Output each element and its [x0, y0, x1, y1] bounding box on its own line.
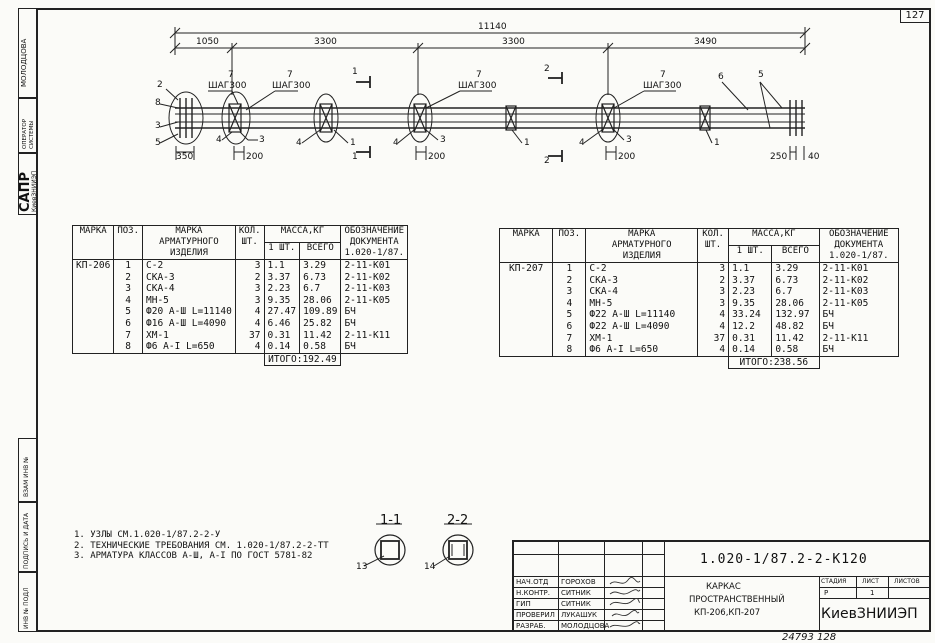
general-notes: [74, 530, 329, 562]
table-cell-odin: 2.23: [732, 286, 755, 298]
role-razrab: РАЗРАБ.: [516, 622, 546, 630]
role-n-kontr: Н.КОНТР.: [516, 589, 550, 597]
table-cell-izd: СКА-4: [146, 283, 175, 295]
table-cell-kol: 3: [719, 297, 726, 309]
table-cell-doc: 2-11-К01: [344, 260, 391, 271]
name-lukashuk: ЛУКАШУК: [561, 611, 598, 619]
th-massa: МАССА,КГ: [729, 229, 819, 246]
cell-marka: КП-206: [73, 260, 114, 354]
table-cell-doc: БЧ: [822, 309, 834, 321]
list-value: 1: [870, 589, 875, 597]
th-marka: МАРКА: [500, 229, 553, 263]
callout-3b: 3: [440, 135, 446, 145]
table-cell-odin: 0.31: [732, 332, 755, 344]
th-kol: КОЛ. ШТ.: [235, 226, 264, 260]
callout-4d: 4: [579, 138, 585, 148]
table-cell-kol: 4: [254, 341, 261, 353]
strip-label-podpis: ПОДПИСЬ И ДАТА: [23, 512, 30, 569]
table-cell-poz: 2: [566, 274, 573, 286]
table-cell-vsego: 6.73: [303, 271, 326, 283]
section-mark-1-top: 1: [352, 67, 358, 77]
table-cell-poz: 7: [125, 329, 132, 341]
table-cell-doc: БЧ: [344, 341, 356, 353]
doc-number: 1.020-1/87.2-2-К120: [700, 552, 868, 567]
table-cell-poz: 3: [566, 286, 573, 298]
section-2-2-label: 2-2: [447, 513, 469, 528]
table-cell-doc: 2-11-К05: [822, 297, 869, 309]
table-cell-odin: 12.2: [732, 320, 755, 332]
table-cell-vsego: 11.42: [303, 329, 332, 341]
table-cell-vsego: 3.29: [303, 260, 326, 271]
table-cell-odin: 1.1: [732, 263, 750, 274]
table-cell-kol: 4: [719, 320, 726, 332]
table-cell-doc: БЧ: [822, 320, 834, 332]
itogo: ИТОГО:192.49: [264, 353, 341, 365]
col-kol: [235, 260, 264, 354]
table-cell-poz: 7: [566, 332, 573, 344]
table-cell-vsego: 3.29: [775, 263, 799, 274]
table-cell-kol: 4: [719, 309, 726, 321]
list-label: ЛИСТ: [862, 578, 879, 585]
table-cell-odin: 33.24: [732, 309, 761, 321]
table-cell-doc: 2-11-К05: [344, 294, 391, 306]
org-name: КиевЗНИИЭП: [821, 606, 918, 622]
strip-block-podpis: [18, 502, 38, 572]
section-1-1-label: 1-1: [380, 513, 402, 528]
table-cell-doc: БЧ: [344, 306, 356, 318]
callout-4c: 4: [393, 138, 399, 148]
col-odin: [729, 263, 772, 357]
table-cell-vsego: 0.58: [303, 341, 326, 353]
spec-table-kp207: [499, 228, 899, 369]
strip-block-podl: [18, 572, 38, 632]
table-cell-izd: СКА-3: [146, 271, 175, 283]
callout-7b: 7: [287, 70, 293, 80]
th-kol: КОЛ. ШТ.: [697, 229, 728, 263]
th-odin: 1 ШТ.: [264, 243, 300, 260]
th-marka-izd: МАРКА АРМАТУРНОГО ИЗДЕЛИЯ: [143, 226, 236, 260]
th-odin: 1 ШТ.: [729, 246, 772, 263]
signatures: [606, 576, 642, 632]
table-cell-odin: 0.31: [267, 329, 291, 341]
col-doc: [819, 263, 898, 357]
step-label-1: ШАГ300: [208, 81, 247, 91]
dim-seg-1: 1050: [196, 37, 219, 47]
table-cell-kol: 3: [719, 263, 726, 274]
table-cell-izd: С-2: [146, 260, 164, 271]
table-cell-kol: 4: [254, 317, 261, 329]
table-cell-izd: С-2: [589, 263, 607, 274]
col-doc: [341, 260, 408, 354]
title-line-1: КАРКАС: [706, 582, 741, 592]
title-line-2: ПРОСТРАНСТВЕННЫЙ: [689, 595, 785, 605]
table-cell-doc: 2-11-К11: [822, 332, 869, 344]
callout-4b: 4: [296, 138, 302, 148]
table-cell-poz: 5: [566, 309, 573, 321]
sheet-number: 127: [900, 10, 929, 23]
note-3: 3. АРМАТУРА КЛАССОВ А-Ш, А-I ПО ГОСТ 5781-82: [74, 551, 313, 561]
table-cell-odin: 1.1: [267, 260, 285, 271]
table-cell-izd: МН-5: [589, 297, 613, 309]
callout-5b: 5: [758, 70, 764, 80]
table-cell-izd: ХМ-1: [146, 329, 169, 341]
table-cell-vsego: 25.82: [303, 317, 332, 329]
table-cell-vsego: 0.58: [775, 344, 799, 356]
table-cell-izd: ХМ-1: [589, 332, 613, 344]
table-cell-izd: Ф6 А-I L=650: [589, 344, 659, 356]
table-cell-vsego: 6.73: [775, 274, 799, 286]
bottom-dim-200a: 200: [246, 152, 264, 162]
table-cell-kol: 37: [249, 329, 261, 341]
callout-7a: 7: [228, 70, 234, 80]
section-mark-2-bottom: 2: [544, 156, 550, 166]
table-cell-kol: 2: [254, 271, 261, 283]
th-vsego: ВСЕГО: [772, 246, 819, 263]
table-cell-odin: 27.47: [267, 306, 297, 318]
table-cell-poz: 1: [125, 260, 132, 271]
bottom-dim-40: 40: [808, 152, 820, 162]
table-cell-poz: 4: [566, 297, 573, 309]
col-izd: [586, 263, 698, 357]
table-cell-doc: 2-11-К02: [344, 271, 391, 283]
note-2: 2. ТЕХНИЧЕСКИЕ ТРЕБОВАНИЯ СМ. 1.020-1/87.2-2-ТТ: [74, 540, 329, 551]
name-sitnik-1: СИТНИК: [561, 589, 591, 597]
cross-sections: [350, 508, 490, 578]
table-cell-izd: СКА-4: [589, 286, 619, 298]
role-gip: ГИП: [516, 600, 531, 608]
callout-7c: 7: [476, 70, 482, 80]
table-cell-poz: 8: [125, 341, 132, 353]
step-label-3: ШАГ300: [458, 81, 497, 91]
section-ref-14: 14: [424, 562, 436, 572]
table-cell-poz: 2: [125, 271, 132, 283]
col-izd: [143, 260, 236, 354]
table-cell-izd: Ф22 А-Ш L=11140: [589, 309, 676, 321]
th-poz: ПОЗ.: [553, 229, 586, 263]
col-odin: [264, 260, 300, 354]
table-cell-kol: 3: [254, 294, 261, 306]
table-cell-vsego: 28.06: [775, 297, 804, 309]
callout-7d: 7: [660, 70, 666, 80]
callout-6: 6: [718, 72, 724, 82]
dim-seg-4: 3490: [694, 37, 717, 47]
table-cell-kol: 37: [713, 332, 726, 344]
table-cell-poz: 6: [566, 320, 573, 332]
callout-1c: 1: [714, 138, 720, 148]
table-cell-poz: 1: [566, 263, 573, 274]
table-cell-vsego: 109.89: [303, 306, 338, 318]
title-line-3: КП-206,КП-207: [694, 608, 761, 618]
name-molodtsova: МОЛОДЦОВА: [561, 622, 610, 630]
th-oboznach: ОБОЗНАЧЕНИЕ ДОКУМЕНТА 1.020-1/87.: [819, 229, 898, 263]
th-marka: МАРКА: [73, 226, 114, 260]
table-cell-poz: 5: [125, 306, 132, 318]
table-cell-odin: 9.35: [267, 294, 291, 306]
itogo: ИТОГО:238.56: [729, 356, 819, 368]
callout-2: 2: [157, 80, 163, 90]
bottom-dim-250: 250: [770, 152, 788, 162]
callout-4a: 4: [216, 135, 222, 145]
dim-total: 11140: [478, 22, 507, 32]
table-cell-doc: БЧ: [344, 317, 356, 329]
spec-table-kp206: [72, 225, 408, 366]
cell-marka: КП-207: [500, 263, 553, 357]
th-vsego: ВСЕГО: [300, 243, 341, 260]
strip-label-vzam: ВЗАМ ИНВ №: [23, 456, 30, 497]
stadia-label: СТАДИЯ: [821, 578, 847, 585]
table-cell-odin: 3.37: [732, 274, 755, 286]
table-cell-odin: 9.35: [732, 297, 755, 309]
table-cell-vsego: 132.97: [775, 309, 810, 321]
table-cell-izd: Ф20 А-Ш L=11140: [146, 306, 232, 318]
table-cell-doc: БЧ: [822, 344, 834, 356]
role-nach-otd: НАЧ.ОТД: [516, 578, 549, 586]
table-cell-kol: 3: [719, 286, 726, 298]
table-cell-doc: 2-11-К02: [822, 274, 869, 286]
table-cell-poz: 3: [125, 283, 132, 295]
dim-seg-2: 3300: [314, 37, 337, 47]
table-cell-kol: 2: [719, 274, 726, 286]
table-cell-odin: 0.14: [732, 344, 755, 356]
strip-label-sapr: САПР: [18, 171, 33, 212]
bottom-dim-200c: 200: [618, 152, 636, 162]
table-cell-doc: 2-11-К11: [344, 329, 391, 341]
table-cell-odin: 2.23: [267, 283, 291, 295]
listov-label: ЛИСТОВ: [894, 578, 920, 585]
col-vsego: [772, 263, 819, 357]
table-cell-odin: 0.14: [267, 341, 291, 353]
section-mark-1-bottom: 1: [352, 152, 358, 162]
step-label-2: ШАГ300: [272, 81, 311, 91]
callout-8: 8: [155, 98, 161, 108]
callout-1b: 1: [524, 138, 530, 148]
strip-label-kiev: КиевЗНИИЭП: [31, 170, 38, 212]
callout-3: 3: [155, 121, 161, 131]
th-massa: МАССА,КГ: [264, 226, 341, 243]
note-1: 1. УЗЛЫ СМ.1.020-1/87.2-2-У: [74, 530, 221, 540]
cage-elevation-drawing: [0, 0, 935, 210]
table-cell-vsego: 11.42: [775, 332, 804, 344]
table-cell-izd: Ф16 А-Ш L=4090: [146, 317, 227, 329]
name-gorokhov: ГОРОХОВ: [561, 578, 596, 586]
col-vsego: [300, 260, 341, 354]
table-cell-vsego: 48.82: [775, 320, 804, 332]
stadia-value: Р: [824, 589, 829, 597]
table-cell-doc: 2-11-К01: [822, 263, 869, 274]
th-oboznach: ОБОЗНАЧЕНИЕ ДОКУМЕНТА 1.020-1/87.: [341, 226, 408, 260]
th-marka-izd: МАРКА АРМАТУРНОГО ИЗДЕЛИЯ: [586, 229, 698, 263]
table-cell-kol: 3: [254, 260, 261, 271]
bottom-dim-200b: 200: [428, 152, 446, 162]
strip-label-molodtsova: МОЛОДЦОВА: [20, 38, 28, 87]
table-cell-kol: 4: [719, 344, 726, 356]
role-proveril: ПРОВЕРИЛ: [516, 611, 555, 619]
table-cell-odin: 3.37: [267, 271, 291, 283]
table-cell-poz: 8: [566, 344, 573, 356]
col-poz: [553, 263, 586, 357]
section-mark-2-top: 2: [544, 64, 550, 74]
table-cell-izd: Ф6 А-I L=650: [146, 341, 215, 353]
table-cell-vsego: 6.7: [775, 286, 793, 298]
callout-1a: 1: [350, 138, 356, 148]
table-cell-vsego: 28.06: [303, 294, 332, 306]
strip-block-vzam: [18, 438, 38, 502]
table-cell-poz: 4: [125, 294, 132, 306]
table-cell-odin: 6.46: [267, 317, 291, 329]
section-ref-13: 13: [356, 562, 368, 572]
table-cell-kol: 3: [254, 283, 261, 295]
bottom-dim-350: 350: [176, 152, 194, 162]
title-block: [512, 540, 931, 632]
name-sitnik-2: СИТНИК: [561, 600, 591, 608]
step-label-4: ШАГ300: [643, 81, 682, 91]
table-cell-doc: 2-11-К03: [822, 286, 869, 298]
table-cell-vsego: 6.7: [303, 283, 321, 295]
callout-3c: 3: [626, 135, 632, 145]
th-poz: ПОЗ.: [114, 226, 143, 260]
table-cell-izd: Ф22 А-Ш L=4090: [589, 320, 670, 332]
strip-label-podl: ИНВ № ПОДЛ: [23, 587, 30, 629]
col-kol: [697, 263, 728, 357]
callout-3a: 3: [259, 135, 265, 145]
col-poz: [114, 260, 143, 354]
strip-label-operator: ОПЕРАТОР СИСТЕМЫ: [22, 118, 35, 149]
footer-numbers: 24793 128: [782, 632, 837, 643]
table-cell-doc: 2-11-К03: [344, 283, 391, 295]
dim-seg-3: 3300: [502, 37, 525, 47]
table-cell-izd: МН-5: [146, 294, 169, 306]
table-cell-poz: 6: [125, 317, 132, 329]
table-cell-izd: СКА-3: [589, 274, 619, 286]
table-cell-kol: 4: [254, 306, 261, 318]
callout-5: 5: [155, 138, 161, 148]
